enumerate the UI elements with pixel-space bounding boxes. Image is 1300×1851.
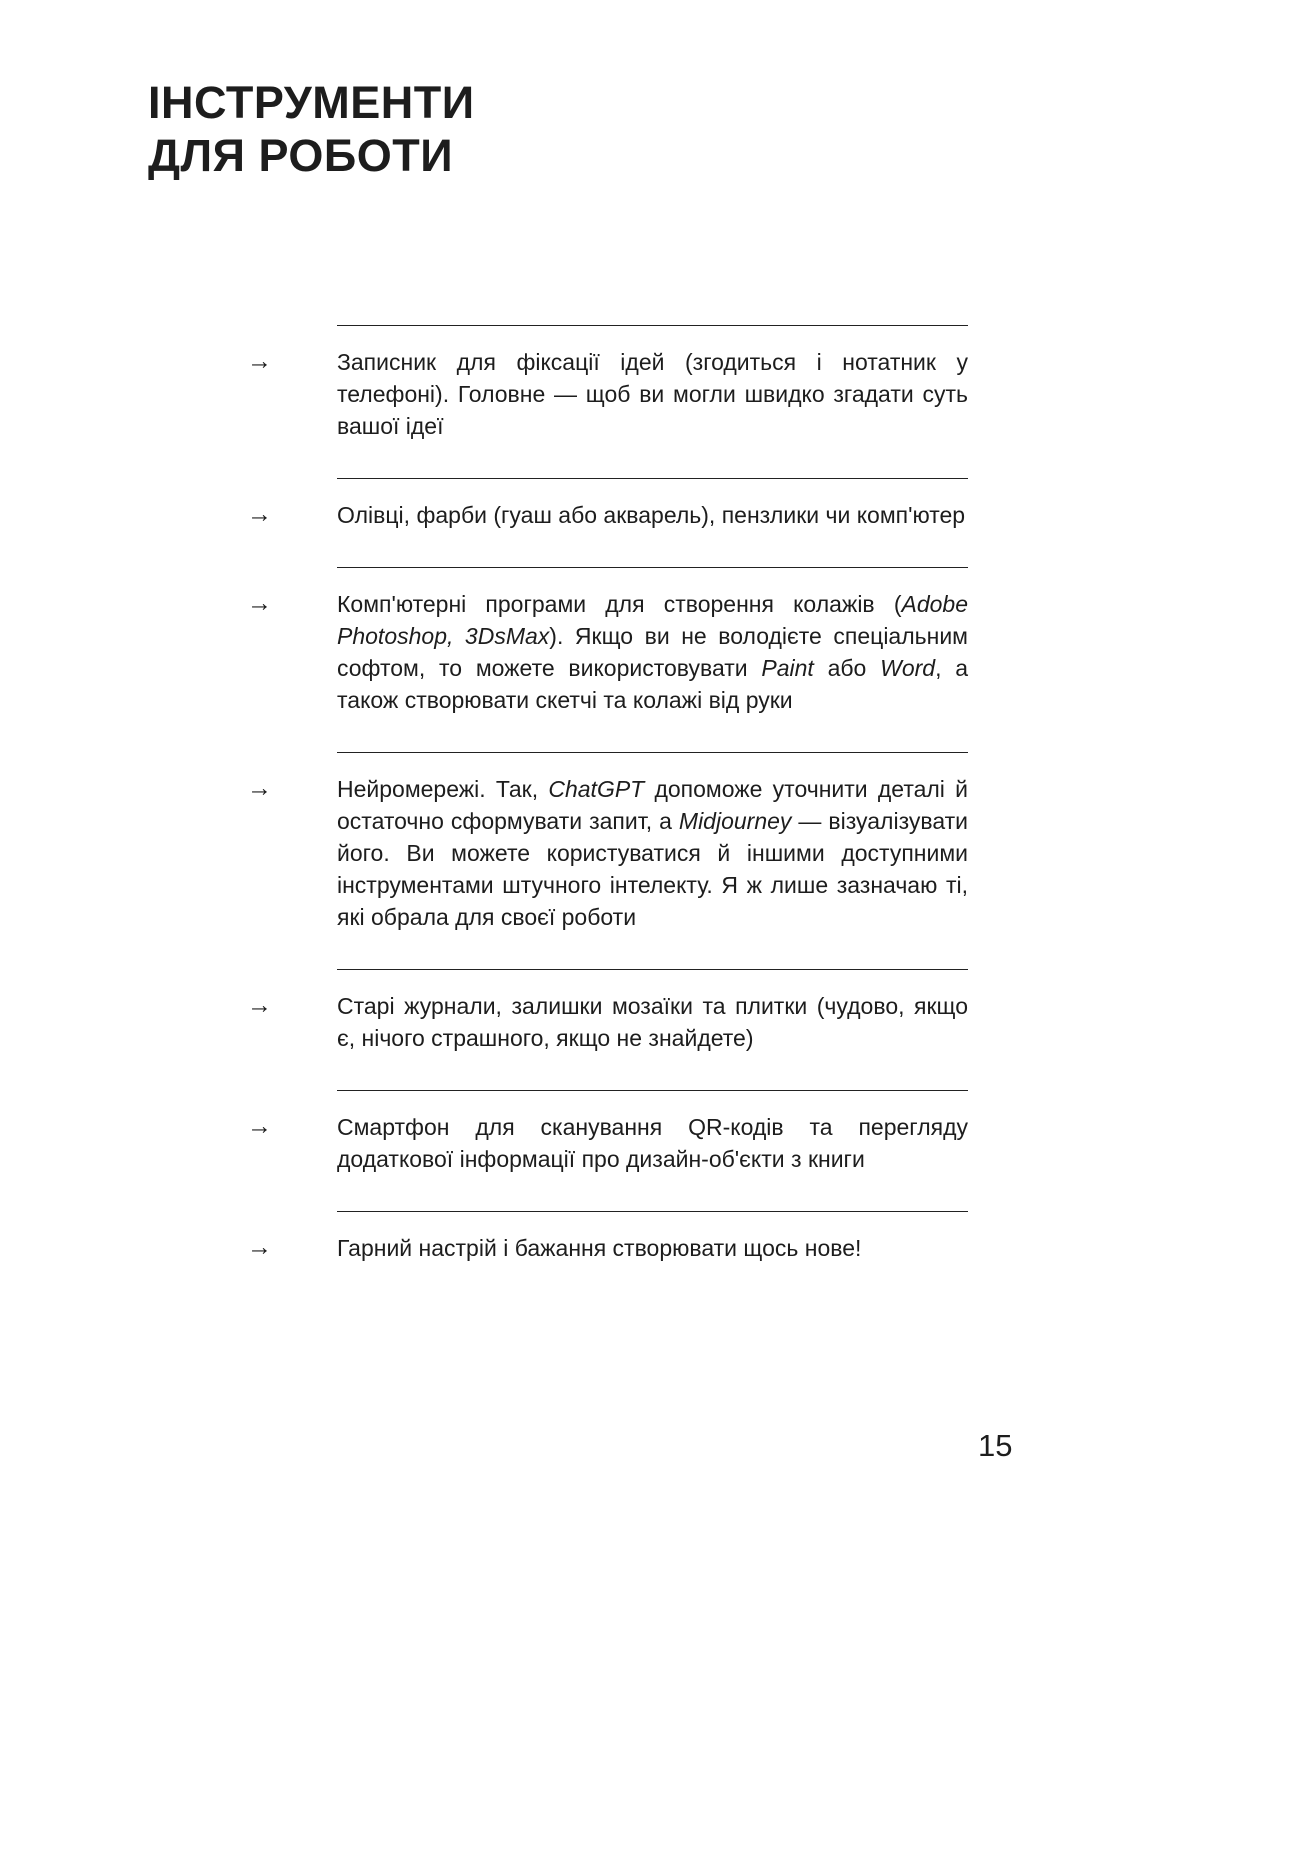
page-title-line-1: ІНСТРУМЕНТИ xyxy=(148,77,475,128)
item-text xyxy=(337,478,968,567)
arrow-right-icon: → xyxy=(247,589,272,617)
item-text-italic-segment: Paint xyxy=(761,655,814,681)
item-text xyxy=(337,1090,968,1211)
item-text-segment: або xyxy=(813,655,881,681)
item-text-italic-segment: ChatGPT xyxy=(548,776,645,802)
list-item xyxy=(247,1211,968,1300)
list-item xyxy=(247,969,968,1090)
arrow-right-icon: → xyxy=(247,774,272,802)
item-text-segment: Смартфон для сканування QR-кодів та перегляду додаткової інформації про дизайн-об'єкти з книги xyxy=(337,1114,968,1172)
page-title-line-2: ДЛЯ РОБОТИ xyxy=(148,130,454,181)
item-text-segment: Олівці, фарби (гуаш або акварель), пензлики чи комп'ютер xyxy=(337,502,966,528)
arrow-right-icon: → xyxy=(247,500,272,528)
item-text-segment: Записник для фіксації ідей (згодиться і нотатник у телефоні). Головне — щоб ви могли швидко згадати суть вашої ідеї xyxy=(337,349,968,439)
item-text xyxy=(337,325,968,478)
list-item xyxy=(247,325,968,478)
list-item xyxy=(247,752,968,969)
item-text-segment: — візуалізувати його. Ви можете користуватися й іншими доступними інструментами штучного інтелекту. Я ж лише зазначаю ті, які обрала для своєї роботи xyxy=(337,808,968,930)
arrow-right-icon: → xyxy=(247,991,272,1019)
tools-list xyxy=(247,325,968,1300)
arrow-right-icon: → xyxy=(247,1233,272,1261)
item-text-segment: , а також створювати скетчі та колажі від руки xyxy=(337,655,969,713)
item-text xyxy=(337,567,968,752)
item-text-segment: Старі журнали, залишки мозаїки та плитки (чудово, якщо є, нічого страшного, якщо не знайдете) xyxy=(337,993,968,1051)
item-text-segment: Комп'ютерні програми для створення колажів ( xyxy=(337,591,902,617)
list-item xyxy=(247,1090,968,1211)
item-text-italic-segment: Midjourney xyxy=(678,808,792,834)
page-number: 15 xyxy=(978,1428,1013,1463)
item-text xyxy=(337,752,968,969)
item-text-segment: Нейромережі. Так, xyxy=(337,776,549,802)
arrow-right-icon: → xyxy=(247,1112,272,1140)
item-text xyxy=(337,1211,968,1300)
list-item xyxy=(247,567,968,752)
list-item xyxy=(247,478,968,567)
page-title xyxy=(148,76,475,182)
item-text-segment: Гарний настрій і бажання створювати щось нове! xyxy=(337,1235,862,1261)
item-text-italic-segment: Word xyxy=(880,655,936,681)
item-text-segment: допоможе уточнити деталі й остаточно сформувати запит, а xyxy=(337,776,968,834)
item-text-segment: ). Якщо ви не володієте спеціальним софтом, то можете використовувати xyxy=(337,623,968,681)
item-text-italic-segment: Adobe Photoshop, 3DsMax xyxy=(337,591,968,649)
arrow-right-icon: → xyxy=(247,347,272,375)
item-text xyxy=(337,969,968,1090)
